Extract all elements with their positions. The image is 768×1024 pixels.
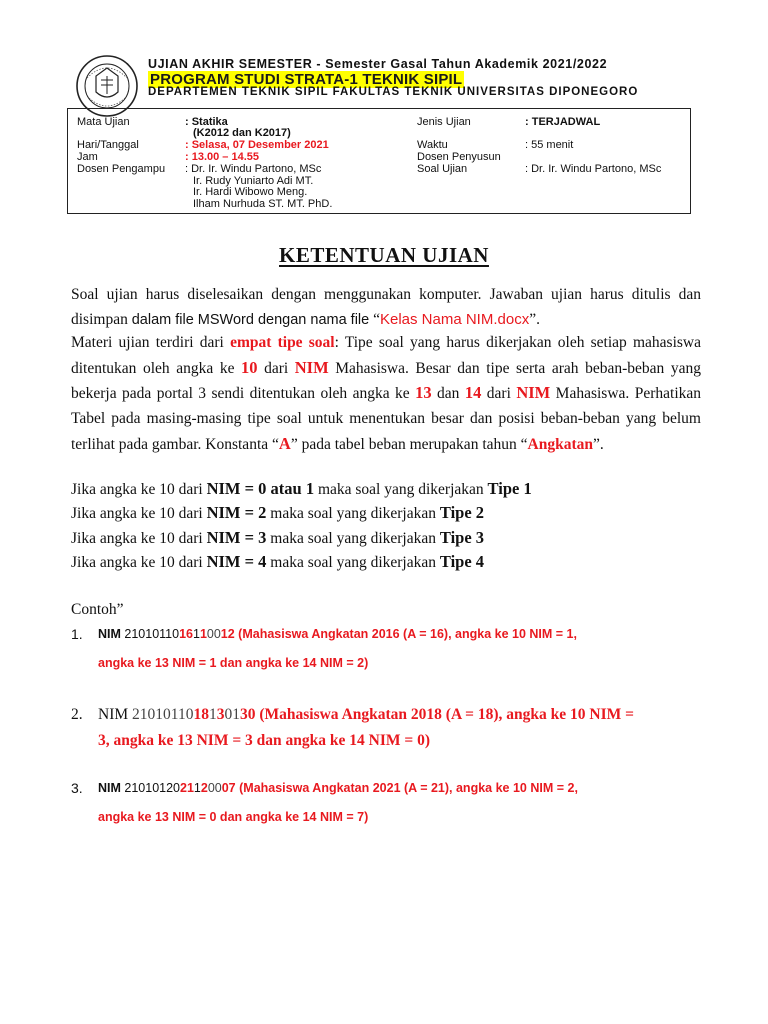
dosen-label: Dosen Pengampu (77, 163, 166, 175)
rule-line-1: Jika angka ke 10 dari NIM = 0 atau 1 maka soal yang dikerjakan Tipe 1 (71, 479, 532, 498)
mata-ujian-sub: (K2012 dan K2017) (193, 127, 291, 139)
example-2-line-2: 3, angka ke 13 NIM = 3 dan angka ke 14 NIM = 0) (98, 732, 431, 749)
exam-info-box (67, 108, 691, 214)
contoh-heading: Contoh” (71, 601, 124, 618)
example-3-number: 3. (71, 780, 83, 796)
rule-line-2: Jika angka ke 10 dari NIM = 2 maka soal yang dikerjakan Tipe 2 (71, 503, 485, 522)
hari-label: Hari/Tanggal (77, 139, 139, 151)
department-name: DEPARTEMEN TEKNIK SIPIL FAKULTAS TEKNIK UNIVERSITAS DIPONEGORO (148, 86, 639, 98)
jam-value: : 13.00 – 14.55 (185, 151, 260, 163)
example-3-line-2: angka ke 13 NIM = 0 dan angka ke 14 NIM = 7) (98, 810, 369, 824)
rule-line-3: Jika angka ke 10 dari NIM = 3 maka soal yang dikerjakan Tipe 3 (71, 528, 485, 547)
mata-ujian-label: Mata Ujian (77, 116, 130, 128)
waktu-value: : 55 menit (525, 139, 574, 151)
dosen-4: Ilham Nurhuda ST. MT. PhD. (193, 198, 333, 210)
dosen-3: Ir. Hardi Wibowo Meng. (193, 186, 308, 198)
example-1-line-1: NIM 2101011016110012 (Mahasiswa Angkatan 2016 (A = 16), angka ke 10 NIM = 1, (98, 627, 577, 641)
penyusun-value: : Dr. Ir. Windu Partono, MSc (525, 163, 662, 175)
jenis-label: Jenis Ujian (417, 116, 471, 128)
rule-line-4: Jika angka ke 10 dari NIM = 4 maka soal yang dikerjakan Tipe 4 (71, 552, 485, 571)
dosen-2: Ir. Rudy Yuniarto Adi MT. (193, 175, 314, 187)
mata-ujian-value: : Statika (185, 116, 228, 128)
example-1-number: 1. (71, 626, 83, 642)
paragraph-materi: Materi ujian terdiri dari empat tipe soal: Tipe soal yang harus dikerjakan oleh setiap mahasiswa ditentukan oleh angka ke 10 dari NIM Mahasiswa. Besar dan tipe serta arah beban-beban yang bekerja pada portal 3 sendi ditentukan oleh angka ke 13 dan 14 dari NIM Mahasiswa. Perhatikan Tabel pada masing-masing tipe soal untuk menentukan besar dan posisi beban-beban yang belum terlihat pada gambar. Konstanta “A” pada tabel beban merupakan tahun “Angkatan”. (71, 334, 701, 453)
example-2-number: 2. (71, 706, 83, 723)
page-title: KETENTUAN UJIAN (279, 243, 489, 267)
penyusun-label-2: Soal Ujian (417, 163, 468, 175)
exam-header-title: UJIAN AKHIR SEMESTER - Semester Gasal Tahun Akademik 2021/2022 (148, 57, 608, 71)
waktu-label: Waktu (417, 139, 448, 151)
paragraph-intro: Soal ujian harus diselesaikan dengan menggunakan komputer. Jawaban ujian harus ditulis dan disimpan dalam file MSWord dengan nama file “Kelas Nama NIM.docx”. (71, 286, 701, 328)
hari-value: : Selasa, 07 Desember 2021 (185, 139, 329, 151)
example-3-line-1: NIM 2101012021120007 (Mahasiswa Angkatan 2021 (A = 21), angka ke 10 NIM = 2, (98, 781, 578, 795)
dosen-1: : Dr. Ir. Windu Partono, MSc (185, 163, 322, 175)
jam-label: Jam (77, 151, 98, 163)
example-1-line-2: angka ke 13 NIM = 1 dan angka ke 14 NIM = 2) (98, 656, 369, 670)
jenis-value: : TERJADWAL (525, 116, 601, 128)
example-2-line-1: NIM 2101011018130130 (Mahasiswa Angkatan 2018 (A = 18), angka ke 10 NIM = (98, 706, 634, 723)
program-name: PROGRAM STUDI STRATA-1 TEKNIK SIPIL (150, 71, 463, 88)
penyusun-label-1: Dosen Penyusun (417, 151, 501, 163)
